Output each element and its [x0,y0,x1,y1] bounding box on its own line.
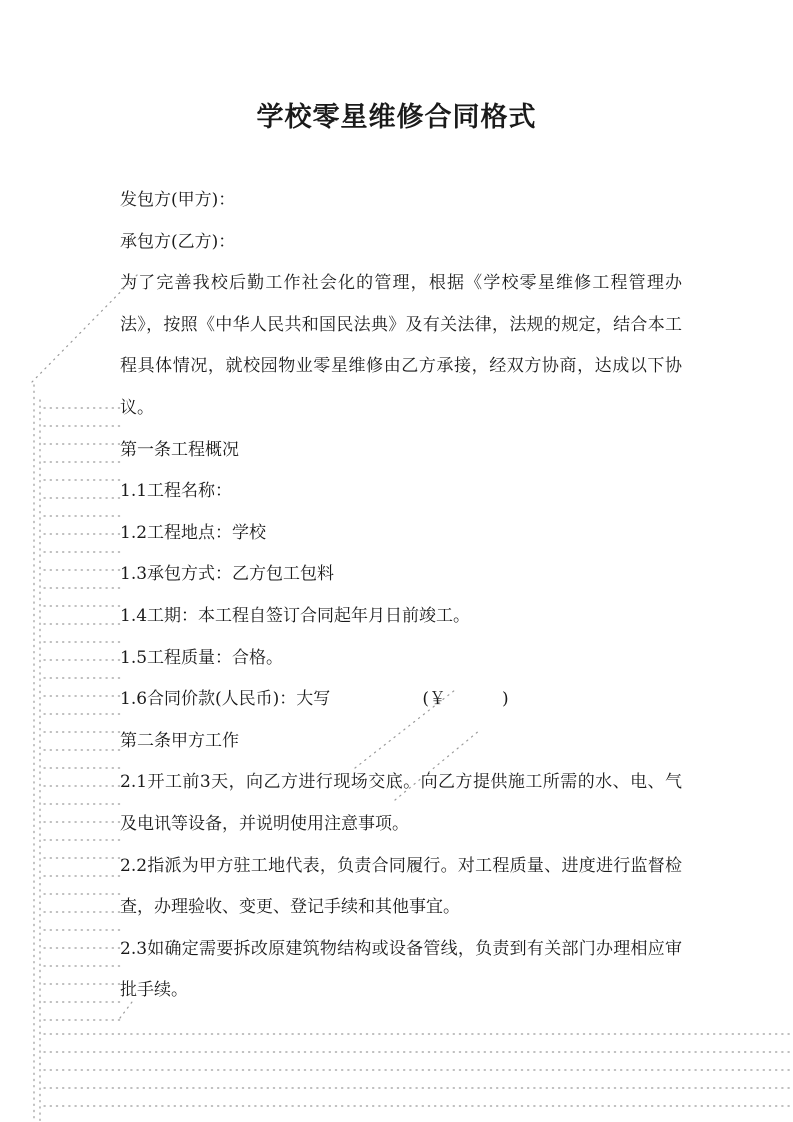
article1-heading: 第一条工程概况 [120,439,239,460]
party-b-line: 承包方(乙方)： [120,231,236,252]
party-a-line: 发包方(甲方)： [120,190,236,210]
price-yen-close: ) [501,689,509,710]
article2-item: 2.3如确定需要拆改原建筑物结构或设备管线，负责到有关部门办理相应审批手续。 [120,938,682,1001]
article1-item: 1.2工程地点：学校 [120,522,267,543]
price-yen-open: (￥ [422,689,446,710]
preamble-paragraph: 为了完善我校后勤工作社会化的管理，根据《学校零星维修工程管理办法》，按照《中华人民共和国民法典》及有关法律，法规的规定，结合本工程具体情况，就校园物业零星维修由乙方承接，经双方协商，达成以下协议。 [120,273,682,418]
article1-item: 1.5工程质量：合格。 [120,647,284,668]
article2-item: 2.2指派为甲方驻工地代表，负责合同履行。对工程质量、进度进行监督检查，办理验收、变更、登记手续和其他事宜。 [120,855,682,918]
document-body [120,180,682,1012]
article2-heading: 第二条甲方工作 [120,730,239,751]
contract-price-line [120,679,682,721]
contract-price-label: 1.6合同价款(人民币)：大写 [120,689,331,710]
article2-item: 2.1开工前3天，向乙方进行现场交底。向乙方提供施工所需的水、电、气及电讯等设备，并说明使用注意事项。 [120,772,682,834]
article1-item: 1.4工期：本工程自签订合同起年月日前竣工。 [120,605,471,626]
article1-item: 1.3承包方式：乙方包工包料 [120,564,335,585]
article1-item: 1.1工程名称： [120,481,233,502]
document-title: 学校零星维修合同格式 [256,102,537,133]
